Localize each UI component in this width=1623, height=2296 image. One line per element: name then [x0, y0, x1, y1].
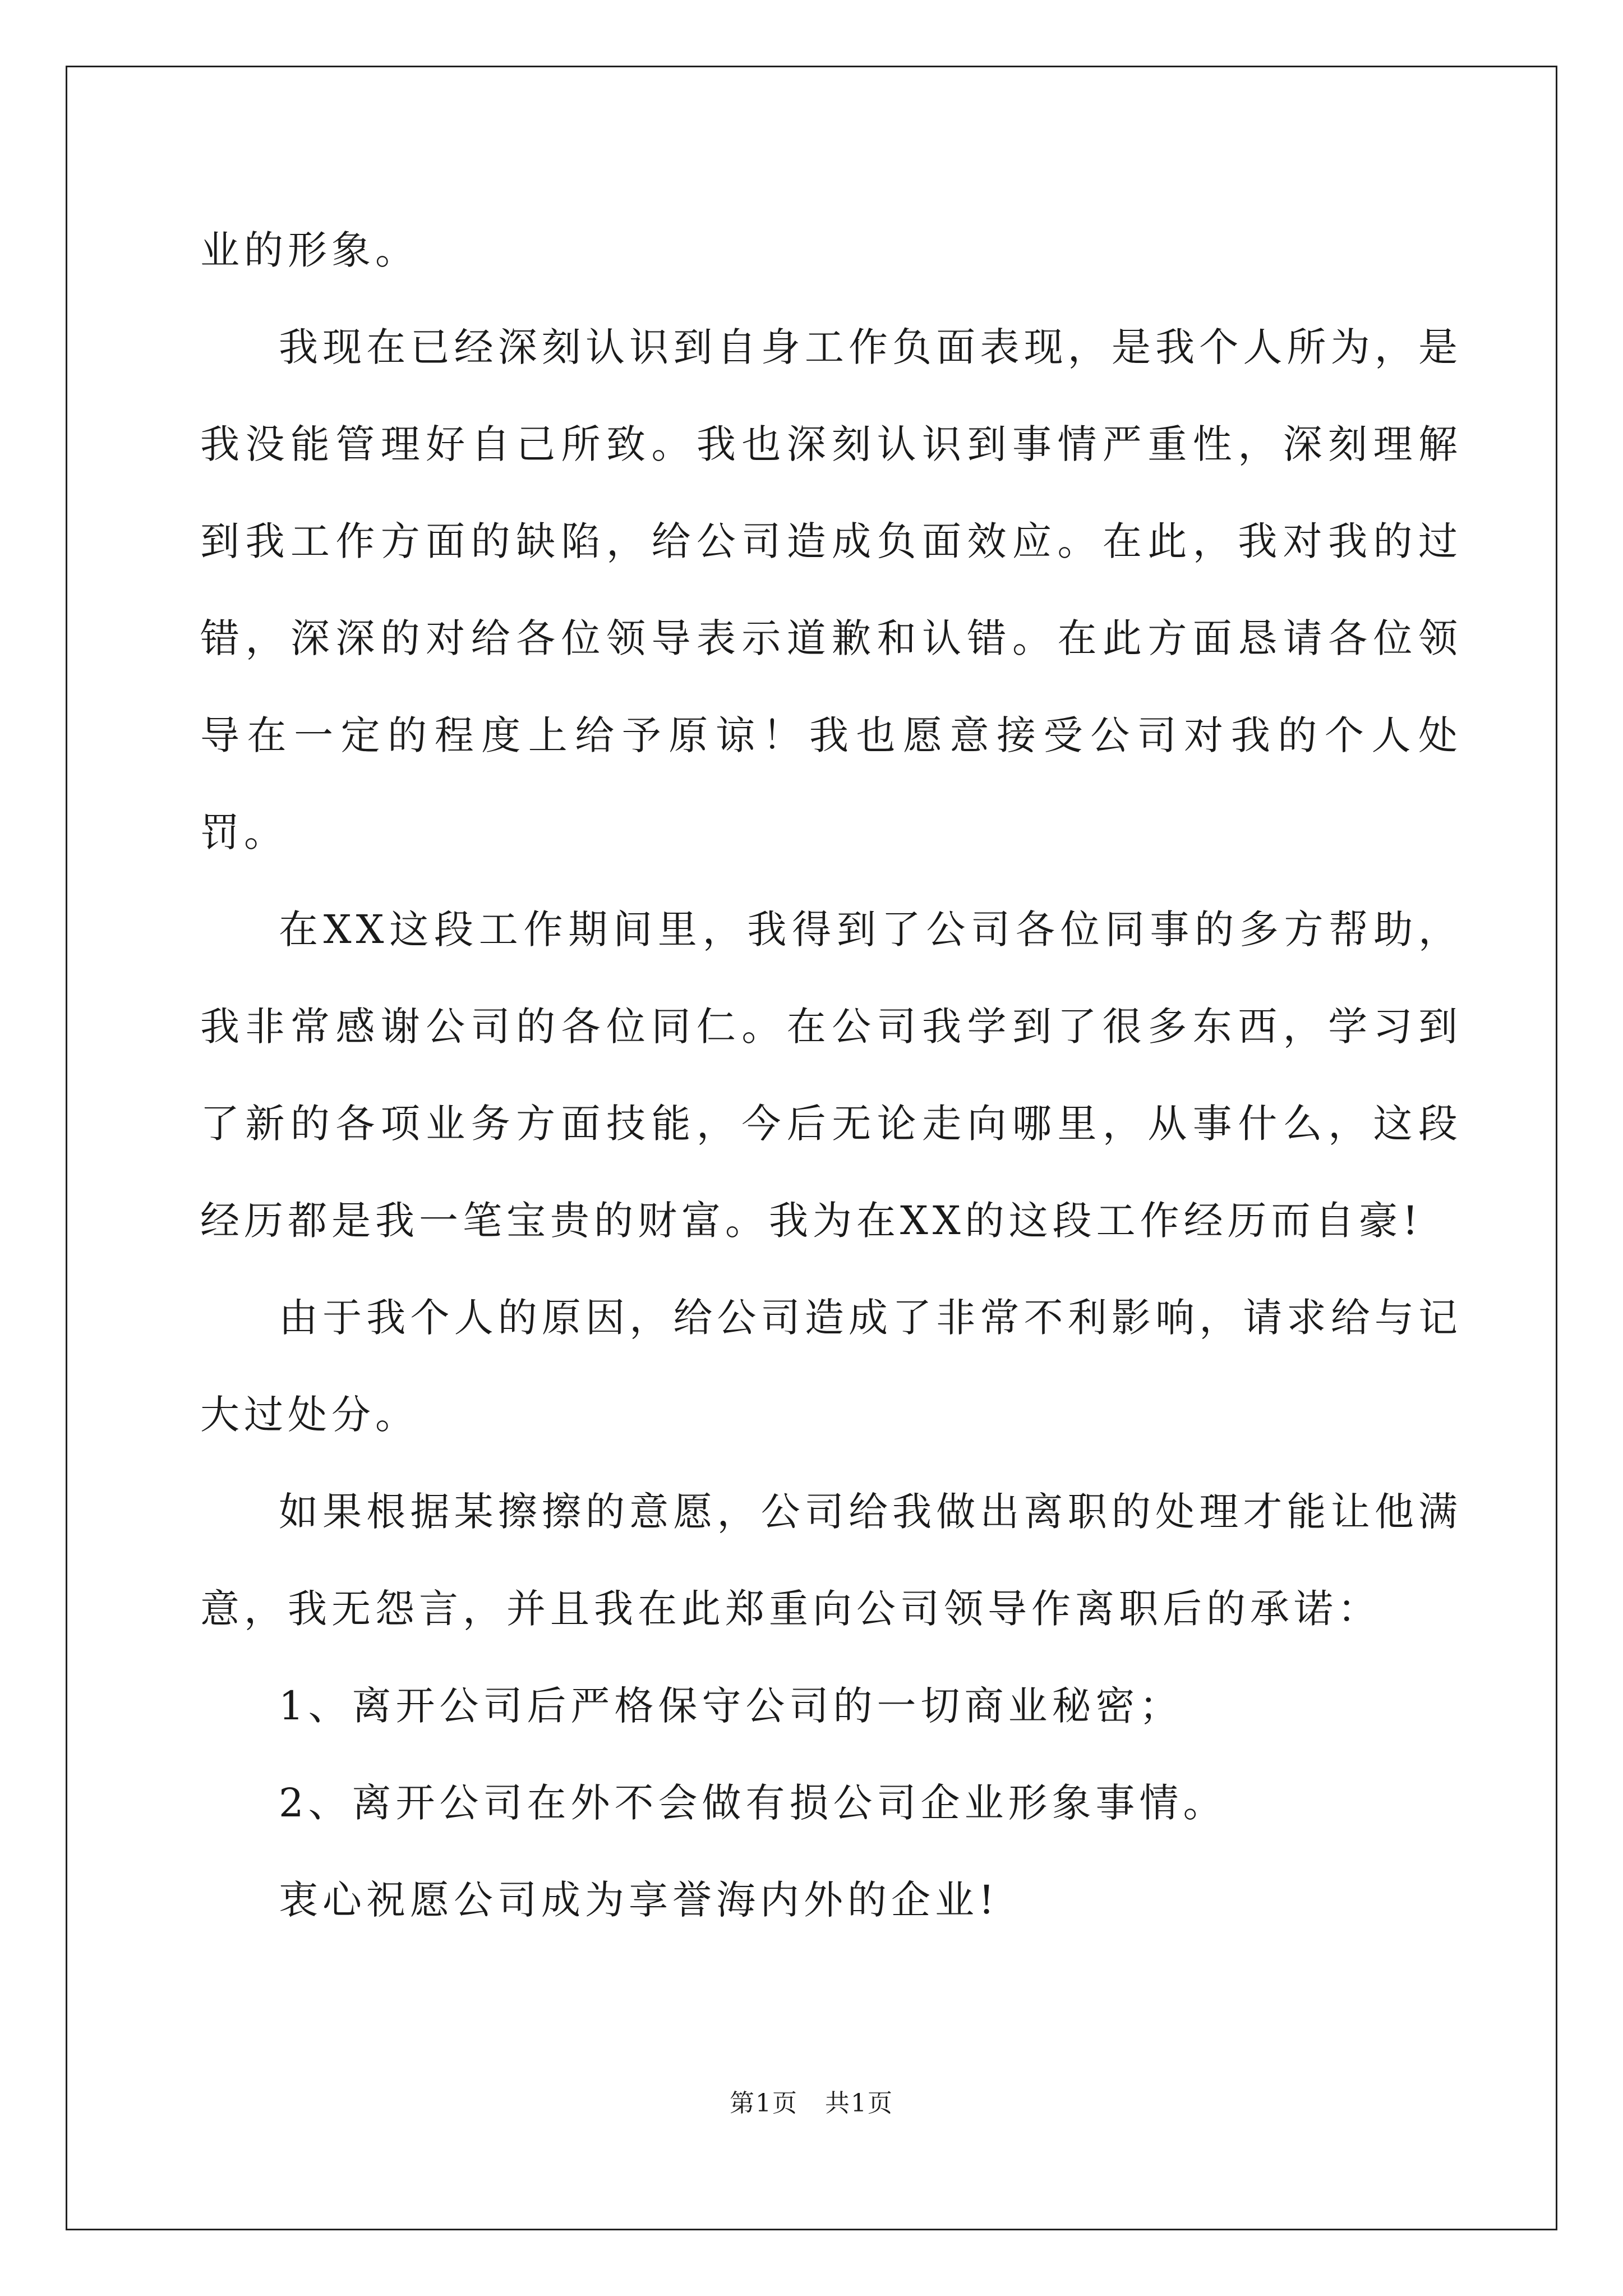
page-footer [0, 2087, 1623, 2120]
paragraph-resignation-commitment: 如果根据某擦擦的意愿，公司给我做出离职的处理才能让他满意，我无怨言，并且我在此郑重向公司领导作离职后的承诺： [200, 1489, 1462, 1632]
list-item-commitment-2: 2、离开公司在外不会做有损公司企业形象事情。 [279, 1780, 1227, 1826]
paragraph-penalty-request: 由于我个人的原因，给公司造成了非常不利影响，请求给与记大过处分。 [200, 1295, 1462, 1438]
paragraph-continuation: 业的形象。 [200, 227, 419, 273]
list-item-commitment-1: 1、离开公司后严格保守公司的一切商业秘密； [279, 1683, 1183, 1729]
paragraph-apology: 我现在已经深刻认识到自身工作负面表现，是我个人所为，是我没能管理好自己所致。我也深刻认识到事情严重性，深刻理解到我工作方面的缺陷，给公司造成负面效应。在此，我对我的过错，深深的对给各位领导表示道歉和认错。在此方面恳请各位领导在一定的程度上给予原谅！我也愿意接受公司对我的个人处罚。 [200, 324, 1462, 855]
page-number-total: 共1页 [825, 2089, 893, 2118]
paragraph-closing-wish: 衷心祝愿公司成为享誉海内外的企业! [279, 1877, 999, 1923]
paragraph-gratitude: 在XX这段工作期间里，我得到了公司各位同事的多方帮助，我非常感谢公司的各位同仁。在公司我学到了很多东西，学习到了新的各项业务方面技能，今后无论走向哪里，从事什么，这段经历都是我一笔宝贵的财富。我为在XX的这段工作经历而自豪! [200, 907, 1462, 1244]
document-body [200, 202, 1462, 1949]
page-number-current: 第1页 [730, 2089, 798, 2118]
